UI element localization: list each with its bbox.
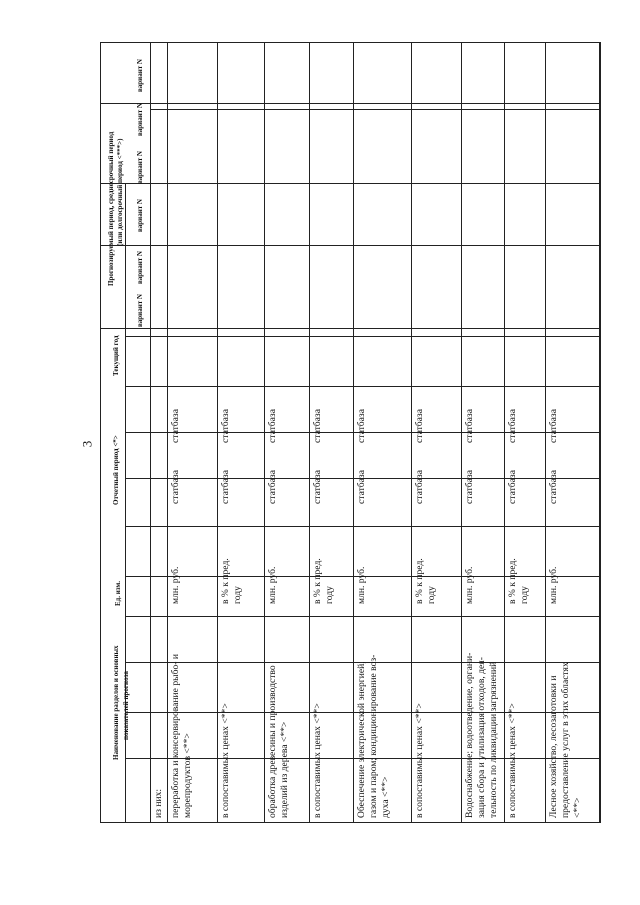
- row-9-name-line-1: в сопоставимых ценах <**>: [507, 703, 518, 818]
- row-rule: [545, 42, 546, 823]
- row-6-unit-line-1: млн. руб.: [356, 566, 367, 604]
- row-6-name-line-2: газом и паром; кондиционирование воз-: [368, 654, 379, 818]
- row-7-name-line-1: в сопоставимых ценах <**>: [414, 703, 425, 818]
- header-variant-1: вариант N: [136, 294, 144, 327]
- row-6-name-line-3: духа <**>: [380, 776, 391, 818]
- row-2-reported-value-2: статбаза: [170, 409, 181, 443]
- row-rule: [264, 42, 265, 823]
- row-8-reported-value-1: статбаза: [464, 470, 475, 504]
- row-1-name-line-1: из них:: [153, 788, 164, 818]
- row-rule: [600, 42, 601, 823]
- row-4-name-line-1: обработка древесины и производство: [267, 665, 278, 818]
- row-2-name-line-1: переработка и консервирование рыбо- и: [170, 654, 181, 818]
- variant-column-rule: [125, 526, 600, 527]
- row-10-reported-value-2: статбаза: [548, 409, 559, 443]
- reported-subheader-rule: [125, 183, 126, 328]
- variant-column-rule: [125, 386, 600, 387]
- row-7-unit-line-2: году: [426, 586, 437, 604]
- forecast-subheader-rule: [125, 328, 126, 822]
- row-6-reported-value-2: статбаза: [356, 409, 367, 443]
- row-6-reported-value-1: статбаза: [356, 470, 367, 504]
- header-name-line2: показателей прогноза: [122, 671, 130, 740]
- row-5-reported-value-2: статбаза: [312, 409, 323, 443]
- row-6-name-line-1: Обеспечение электрической энергией,: [356, 661, 367, 818]
- variant-column-rule: [125, 616, 600, 617]
- column-rule: [100, 103, 600, 104]
- table-border-left: [100, 42, 101, 823]
- row-8-name-line-1: Водоснабжение; водоотведение, органи-: [464, 652, 475, 818]
- row-rule: [504, 42, 505, 823]
- row-8-name-line-2: зация сбора и утилизация отходов, дея-: [476, 657, 487, 818]
- row-5-reported-value-1: статбаза: [312, 470, 323, 504]
- row-10-name-line-2: предоставление услуг в этих областях: [560, 662, 571, 818]
- table-border-bottom: [100, 822, 600, 823]
- row-9-reported-value-1: статбаза: [507, 470, 518, 504]
- row-8-unit-line-1: млн. руб.: [464, 566, 475, 604]
- row-rule: [411, 42, 412, 823]
- row-5-name-line-1: в сопоставимых ценах <**>: [312, 703, 323, 818]
- header-variant-2: вариант N: [136, 251, 144, 284]
- header-variant-4: вариант N: [136, 151, 144, 184]
- header-unit: Ед. изм.: [114, 581, 122, 606]
- row-rule: [309, 42, 310, 823]
- header-variant-3: вариант N: [136, 199, 144, 232]
- row-5-unit-line-1: в % к пред.: [312, 558, 323, 604]
- header-forecast-line1: Прогнозируемый период, среднесрочный период: [107, 131, 115, 286]
- row-7-reported-value-1: статбаза: [414, 470, 425, 504]
- row-2-reported-value-1: статбаза: [170, 470, 181, 504]
- row-10-name-line-1: Лесное хозяйство, лесозаготовки и: [548, 675, 559, 818]
- row-2-unit-line-1: млн. руб.: [170, 566, 181, 604]
- row-2-name-line-2: морепродуктов <**>: [182, 733, 193, 818]
- row-7-reported-value-2: статбаза: [414, 409, 425, 443]
- header-variant-6: вариант N: [136, 59, 144, 92]
- header-name-line1: Наименование разделов и основных: [112, 645, 120, 760]
- row-rule: [167, 42, 168, 823]
- header-reported-period: Отчетный период <*>: [112, 435, 120, 505]
- row-9-unit-line-2: году: [519, 586, 530, 604]
- row-7-unit-line-1: в % к пред.: [414, 558, 425, 604]
- row-4-unit-line-1: млн. руб.: [267, 566, 278, 604]
- row-rule: [217, 42, 218, 823]
- header-current-year: Текущий год: [112, 335, 120, 376]
- header-variant-5: вариант N: [136, 103, 144, 136]
- header-forecast-line2: (или долгосрочный период <***>): [116, 138, 124, 246]
- row-rule: [353, 42, 354, 823]
- column-rule: [167, 183, 600, 184]
- row-3-unit-line-1: в % к пред.: [220, 558, 231, 604]
- row-9-unit-line-1: в % к пред.: [507, 558, 518, 604]
- row-rule: [461, 42, 462, 823]
- row-5-unit-line-2: году: [324, 586, 335, 604]
- row-4-name-line-2: изделий из дерева <**>: [279, 721, 290, 818]
- column-rule: [100, 245, 600, 246]
- row-3-name-line-1: в сопоставимых ценах <**>: [220, 703, 231, 818]
- page-number: 3: [79, 440, 95, 448]
- table-border-top: [100, 42, 600, 43]
- row-3-reported-value-2: статбаза: [220, 409, 231, 443]
- row-4-reported-value-2: статбаза: [267, 409, 278, 443]
- row-8-reported-value-2: статбаза: [464, 409, 475, 443]
- row-3-reported-value-1: статбаза: [220, 470, 231, 504]
- row-9-reported-value-2: статбаза: [507, 409, 518, 443]
- column-rule: [100, 328, 600, 329]
- row-10-unit-line-1: млн. руб.: [548, 566, 559, 604]
- row-4-reported-value-1: статбаза: [267, 470, 278, 504]
- row-10-reported-value-1: статбаза: [548, 470, 559, 504]
- row-8-name-line-3: тельность по ликвидации загрязнений: [488, 661, 499, 818]
- variant-column-rule: [125, 336, 600, 337]
- row-10-name-line-3: <**>: [572, 797, 583, 818]
- row-3-unit-line-2: году: [232, 586, 243, 604]
